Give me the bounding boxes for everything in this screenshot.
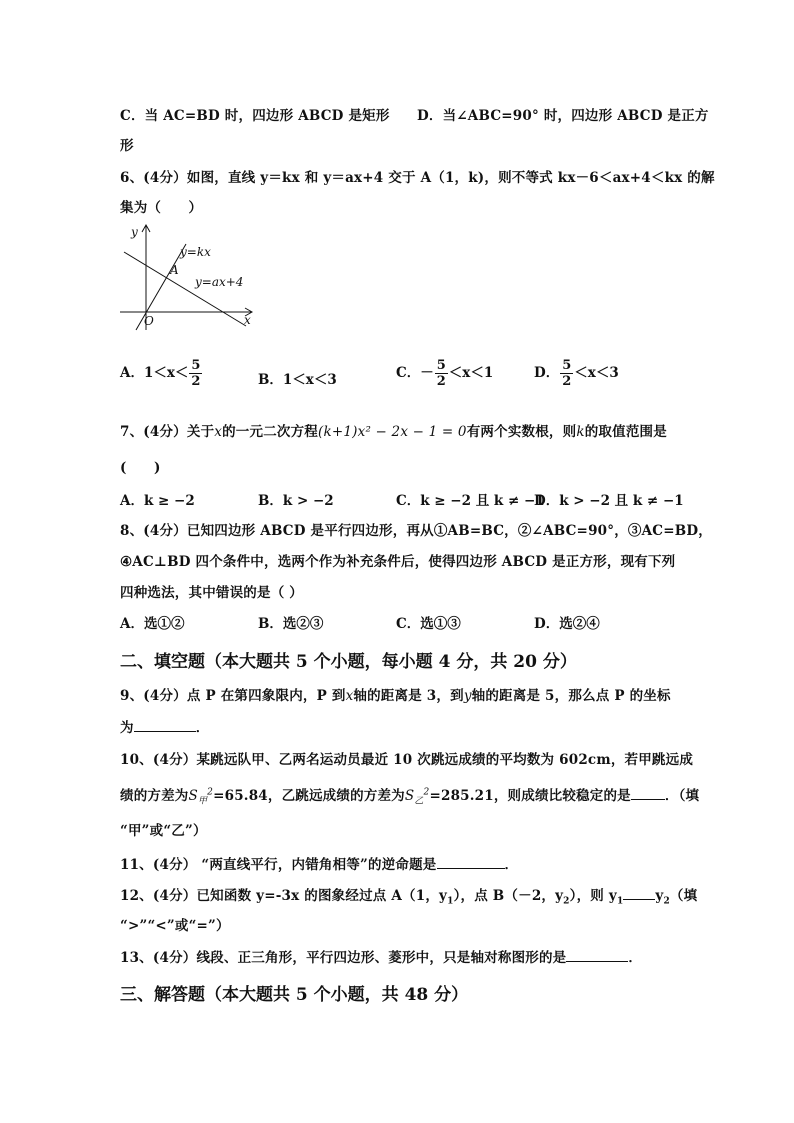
y-axis-label: y	[131, 225, 138, 239]
q12-text-c: ），则 y	[569, 888, 617, 904]
q9-text-a: 9、(4分）点 P 在第四象限内，P 到	[120, 688, 346, 704]
q8-option-d: D．选②④	[534, 616, 600, 632]
q12-text-e: （填	[669, 888, 698, 904]
q7-var-x: x	[214, 424, 223, 440]
q6-a-numerator: 5	[191, 358, 201, 373]
q12-text-d: y	[655, 888, 664, 904]
origin-label: O	[144, 314, 154, 328]
q9-stem-line2	[120, 716, 209, 736]
q7-option-d: D．k > −2 且 k ≠ −1	[534, 493, 684, 509]
q10-variance-jia: $S_甲^2$	[188, 787, 214, 807]
q9-text-d: 为	[120, 720, 134, 736]
q7-var-k: k	[576, 424, 585, 440]
q10-stem-line1: 10、(4分）某跳远队甲、乙两名运动员最近 10 次跳远成绩的平均数为 602cm，若甲跳远成	[120, 752, 694, 768]
section-solutions-heading: 三、解答题（本大题共 5 个小题，共 48 分）	[120, 985, 469, 1005]
q10-sub-yi: 乙	[414, 796, 424, 807]
line-ax4-label: y=ax+4	[195, 275, 244, 289]
q5-options-continuation: 形	[120, 138, 134, 154]
q10-stem-line3: “甲”或“乙”）	[120, 823, 207, 839]
q13-stem	[120, 946, 642, 966]
q12-stem-line1	[120, 884, 697, 907]
q9-text-b: 轴的距离是 3，到	[353, 688, 464, 704]
q9-text-e: ．	[195, 720, 210, 736]
q11-text: 11、(4分） “两直线平行，内错角相等”的逆命题是	[120, 857, 437, 873]
q6-option-a-text: A．1＜x＜	[120, 365, 189, 381]
q7-option-b: B．k > −2	[258, 493, 334, 509]
q12-text-b: ），点 B（－2，y	[453, 888, 564, 904]
q6-option-c-suffix: ＜x＜1	[448, 365, 494, 381]
x-axis-label: x	[244, 313, 251, 327]
q10-stem-line2	[120, 784, 699, 807]
q7-text-c: 有两个实数根，则	[466, 424, 577, 440]
q9-stem-line1	[120, 684, 671, 704]
q8-stem-line2: ④AC⊥BD 四个条件中，选两个作为补充条件后，使得四边形 ABCD 是正方形，现有下列	[120, 554, 676, 570]
q12-sub-2a: 2	[563, 896, 570, 907]
q9-var-x: x	[345, 688, 354, 704]
q12-answer-blank[interactable]	[623, 887, 655, 900]
q10-sub-jia: 甲	[197, 796, 208, 807]
q12-sub-1b: 1	[616, 896, 624, 907]
q10-text-d: ．（填	[664, 788, 700, 804]
q10-answer-blank[interactable]	[631, 787, 665, 800]
q7-stem-line1	[120, 420, 667, 440]
q6-option-b: B．1＜x＜3	[258, 372, 337, 388]
q11-text-end: ．	[504, 857, 519, 873]
q7-equation: (k+1)x² − 2x − 1 = 0	[318, 424, 467, 440]
q6-option-c-prefix: C．－	[396, 365, 434, 381]
q12-text-a: 12、(4分）已知函数 y=-3x 的图象经过点 A（1，y	[120, 888, 448, 904]
q7-option-a: A．k ≥ −2	[120, 493, 195, 509]
q10-text-a: 绩的方差为	[120, 788, 189, 804]
line-kx-label: y=kx	[180, 245, 211, 259]
q10-text-c: =285.21，则成绩比较稳定的是	[429, 788, 631, 804]
q7-text-d: 的取值范围是	[584, 424, 667, 440]
q6-figure-graph	[118, 222, 258, 334]
q6-stem-line2: 集为（ ）	[120, 200, 203, 216]
q11-answer-blank[interactable]	[437, 856, 505, 869]
q6-option-a	[120, 358, 203, 389]
q6-d-denominator: 2	[562, 374, 572, 389]
q8-option-a: A．选①②	[120, 616, 185, 632]
q9-var-y: y	[463, 688, 472, 704]
q6-d-numerator: 5	[562, 358, 572, 373]
q7-option-c: C．k ≥ −2 且 k ≠ −1	[396, 493, 545, 509]
q13-text: 13、(4分）线段、正三角形，平行四边形、菱形中，只是轴对称图形的是	[120, 950, 567, 966]
q10-variance-yi: $S_乙^2$	[404, 787, 430, 807]
point-a-label: A	[170, 263, 179, 277]
q6-option-d-suffix: ＜x＜3	[574, 365, 619, 381]
q8-option-c: C．选①③	[396, 616, 461, 632]
q6-a-denominator: 2	[191, 374, 201, 389]
line-y-ax-plus-4	[124, 252, 246, 326]
q6-option-c	[396, 358, 493, 389]
q13-text-end: ．	[628, 950, 643, 966]
q6-option-d-prefix: D．	[534, 365, 560, 381]
q10-text-b: =65.84，乙跳远成绩的方差为	[213, 788, 405, 804]
q8-stem-line1: 8、(4分）已知四边形 ABCD 是平行四边形，再从①AB=BC，②∠ABC=90°，③AC=BD，	[120, 523, 712, 539]
q12-stem-line2: “>”“<”或“=”）	[120, 918, 230, 934]
q7-text-b: 的一元二次方程	[222, 424, 319, 440]
q6-stem-line1: 6、(4分）如图，直线 y＝kx 和 y＝ax+4 交于 A（1，k)，则不等式 kx－6＜ax+4＜kx 的解	[120, 170, 715, 186]
q11-stem	[120, 853, 518, 873]
q13-answer-blank[interactable]	[566, 949, 628, 962]
q12-sub-2b: 2	[663, 896, 670, 907]
q12-sub-1a: 1	[447, 896, 454, 907]
q9-text-c: 轴的距离是 5，那么点 P 的坐标	[471, 688, 671, 704]
q7-stem-line2: ( )	[120, 460, 161, 476]
q6-c-numerator: 5	[436, 358, 446, 373]
q6-option-d	[534, 358, 619, 389]
q5-options-line: C．当 AC=BD 时，四边形 ABCD 是矩形 D．当∠ABC=90° 时，四边形 ABCD 是正方	[120, 108, 709, 124]
q8-option-b: B．选②③	[258, 616, 324, 632]
q9-answer-blank[interactable]	[134, 719, 196, 732]
q6-c-denominator: 2	[436, 374, 446, 389]
q7-text-a: 7、(4分）关于	[120, 424, 215, 440]
q8-stem-line3: 四种选法，其中错误的是（ ）	[120, 585, 303, 601]
section-fill-in-blank-heading: 二、填空题（本大题共 5 个小题，每小题 4 分，共 20 分）	[120, 652, 577, 672]
